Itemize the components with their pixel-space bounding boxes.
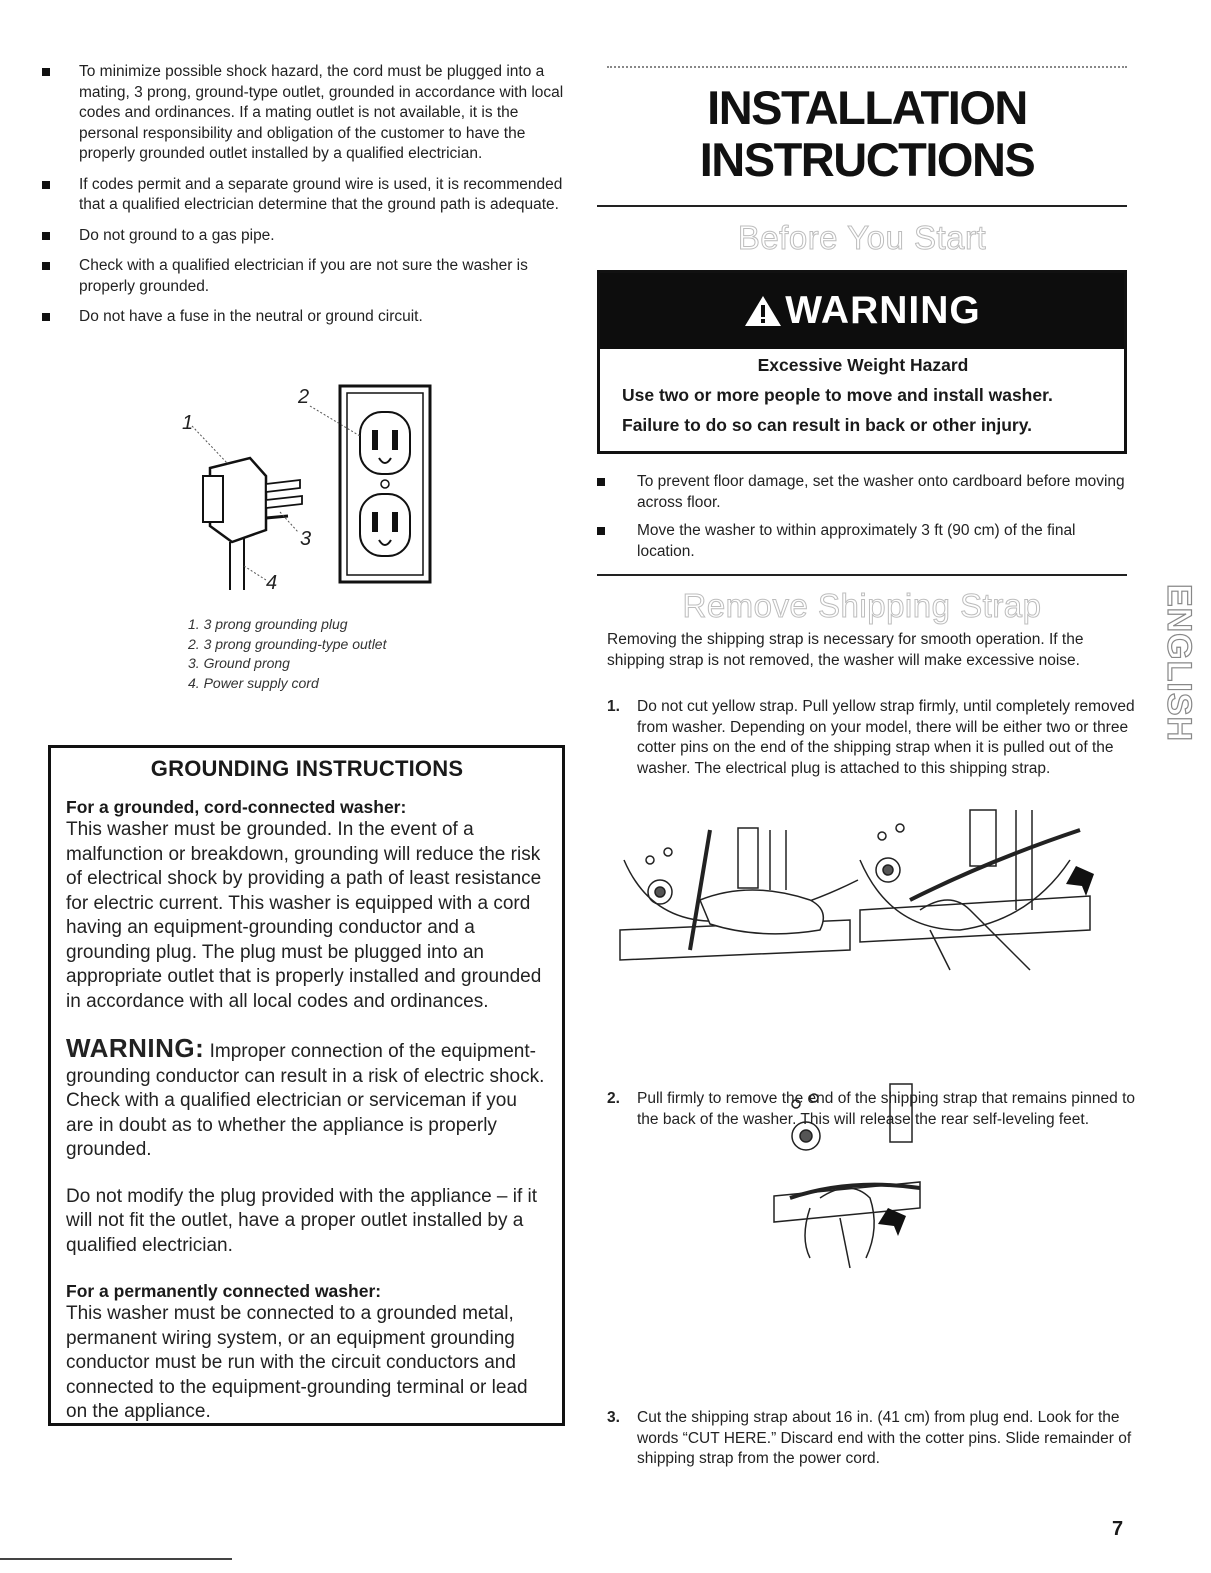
- step-1: [607, 697, 1152, 779]
- callout-3: 3: [300, 528, 312, 550]
- callout-2: 2: [298, 386, 310, 408]
- list-item: Check with a qualified electrician if you are not sure the washer is properly grounded.: [42, 256, 572, 297]
- english-tab-text: ENGLISH: [1160, 583, 1198, 743]
- footer-rule: [0, 1558, 232, 1560]
- list-item: Do not ground to a gas pipe.: [42, 226, 572, 247]
- safety-bullet-list: [42, 62, 572, 338]
- before-you-start-heading: Before You Start: [737, 219, 987, 256]
- figure-legend: [188, 615, 386, 693]
- grounding-instructions-box: [48, 745, 565, 1426]
- legend-item: 4. Power supply cord: [188, 674, 319, 691]
- permanent-paragraph: This washer must be connected to a grounded metal, permanent wiring system, or an equipment grounding conductor must be run with the circuit conductors and connected to the equipment-grounding terminal or lead on the appliance.: [66, 1303, 528, 1422]
- warning-label: WARNING:: [66, 1033, 205, 1063]
- step-text: Cut the shipping strap about 16 in. (41 cm) from plug end. Look for the words “CUT HERE.” Discard end with the cotter pins. Slide remainder of shipping strap from the power cord.: [637, 1409, 1132, 1467]
- list-item: If codes permit and a separate ground wire is used, it is recommended that a qualified electrician determine that the ground path is adequate.: [42, 175, 572, 216]
- legend-item: 2. 3 prong grounding-type outlet: [188, 635, 387, 652]
- step-text: Pull firmly to remove the end of the shipping strap that remains pinned to the back of the washer. This will release the rear self-leveling feet.: [637, 1090, 1135, 1128]
- list-item: To minimize possible shock hazard, the cord must be plugged into a mating, 3 prong, ground-type outlet, grounded in accordance with local codes and ordinances. If a mating outlet is not available, it is the personal responsibility and obligation of the customer to have the properly grounded outlet installed by a qualified electrician.: [42, 62, 572, 165]
- move-bullet-list: [597, 472, 1127, 570]
- grounded-paragraph: This washer must be grounded. In the event of a malfunction or breakdown, grounding will reduce the risk of electrical shock by providing a path of least resistance for electric current. This washer is equipped with a cord having an equipment-grounding conductor and a grounding plug. The plug must be plugged into an appropriate outlet that is properly installed and grounded in accordance with all local codes and ordinances.: [66, 819, 542, 1012]
- list-item: Move the washer to within approximately 3 ft (90 cm) of the final location.: [597, 521, 1127, 562]
- remove-shipping-strap-heading: Remove Shipping Strap: [682, 587, 1042, 624]
- callout-1: 1: [182, 412, 194, 434]
- strap-removal-illustration: [620, 800, 1098, 980]
- grounding-title: GROUNDING INSTRUCTIONS: [150, 756, 464, 781]
- step-number: 1.: [607, 698, 620, 715]
- outlet-plug-illustration: [170, 380, 450, 600]
- divider: [597, 574, 1127, 576]
- language-side-tab: [1148, 568, 1198, 758]
- step-number: 3.: [607, 1409, 620, 1426]
- legend-item: 1. 3 prong grounding plug: [188, 616, 348, 632]
- strap-release-illustration: [770, 1078, 935, 1268]
- legend-item: 3. Ground prong: [188, 655, 290, 671]
- grounded-subheading: For a grounded, cord-connected washer:: [66, 797, 407, 817]
- top-dotted-rule: [607, 66, 1127, 68]
- english-tab-graphic: [1148, 568, 1198, 758]
- grounding-warning-paragraph: [66, 1033, 548, 1163]
- warning-word: WARNING: [785, 289, 981, 332]
- page-title: [607, 82, 1127, 186]
- list-item: To prevent floor damage, set the washer onto cardboard before moving across floor.: [597, 472, 1127, 513]
- step-3: [607, 1408, 1152, 1470]
- warning-banner: [600, 273, 1124, 349]
- divider: [597, 205, 1127, 207]
- title-line-2: INSTRUCTIONS: [699, 133, 1035, 186]
- warning-text: Improper connection of the equipment-grounding conductor can result in a risk of electric shock. Check with a qualified electrician or serviceman if you are in doubt as to whether the appliance is properly grounded.: [66, 1041, 545, 1160]
- step-text: Do not cut yellow strap. Pull yellow strap firmly, until completely removed from washer. Depending on your model, there will be either two or three cotter pins on the end of the shipping strap when it is pulled out of the washer. The electrical plug is attached to this shipping strap.: [637, 698, 1135, 777]
- strap-intro: Removing the shipping strap is necessary for smooth operation. If the shipping strap is not removed, the washer will make excessive noise.: [607, 631, 1084, 669]
- page-number: 7: [1112, 1518, 1124, 1540]
- warning-consequence: Failure to do so can result in back or other injury.: [622, 415, 1033, 435]
- warning-box: [597, 270, 1127, 454]
- step-number: 2.: [607, 1090, 620, 1107]
- callout-4: 4: [266, 572, 278, 594]
- warning-instruction: Use two or more people to move and install washer.: [622, 385, 1053, 405]
- permanent-subheading: For a permanently connected washer:: [66, 1281, 382, 1301]
- title-line-1: INSTALLATION: [707, 81, 1027, 134]
- warning-triangle-icon: [743, 294, 783, 328]
- modify-plug-paragraph: Do not modify the plug provided with the appliance – if it will not fit the outlet, have a proper outlet installed by a qualified electrician.: [66, 1185, 538, 1256]
- list-item: Do not have a fuse in the neutral or ground circuit.: [42, 307, 572, 328]
- warning-hazard: Excessive Weight Hazard: [757, 355, 969, 375]
